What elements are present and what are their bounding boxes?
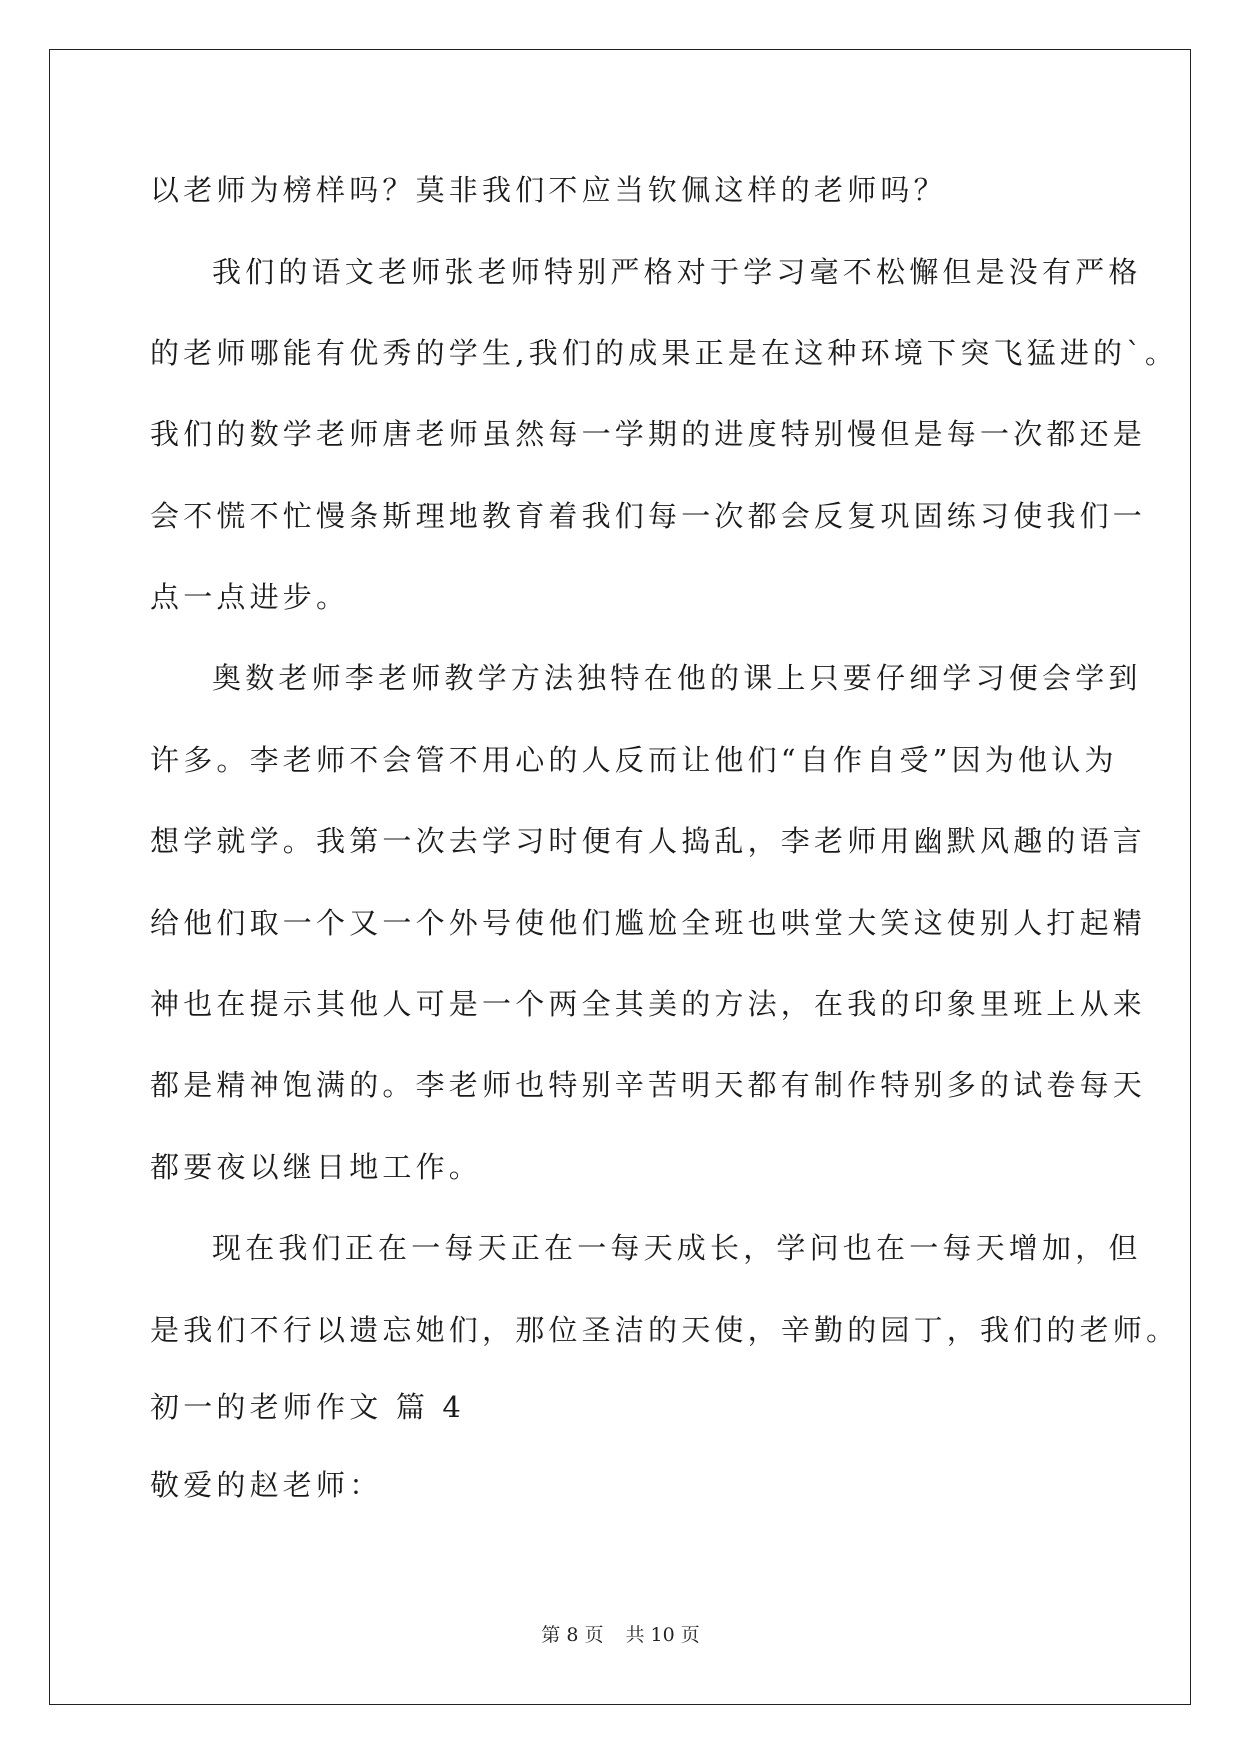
text-line: 许多。李老师不会管不用心的人反而让他们“自作自受”因为他认为	[150, 743, 1118, 777]
salutation: 敬爱的赵老师：	[150, 1468, 383, 1502]
text-line: 我们的数学老师唐老师虽然每一学期的进度特别慢但是每一次都还是	[150, 417, 1147, 451]
paragraph-start: 奥数老师李老师教学方法独特在他的课上只要仔细学习便会学到	[212, 661, 1142, 695]
text-line: 是我们不行以遗忘她们，那位圣洁的天使，辛勤的园丁，我们的老师。	[150, 1313, 1180, 1347]
text-line: 神也在提示其他人可是一个两全其美的方法，在我的印象里班上从来	[150, 987, 1147, 1021]
text-line: 都要夜以继日地工作。	[150, 1150, 483, 1184]
text-line: 的老师哪能有优秀的学生,我们的成果正是在这种环境下突飞猛进的`。	[150, 336, 1179, 370]
page-footer	[0, 1620, 1241, 1647]
text-line: 给他们取一个又一个外号使他们尴尬全班也哄堂大笑这使别人打起精	[150, 906, 1147, 940]
text-line: 都是精神饱满的。李老师也特别辛苦明天都有制作特别多的试卷每天	[150, 1068, 1147, 1102]
text-line: 以老师为榜样吗？莫非我们不应当钦佩这样的老师吗？	[150, 173, 947, 207]
page-border	[49, 49, 1191, 1705]
paragraph-start: 现在我们正在一每天正在一每天成长，学问也在一每天增加，但	[212, 1231, 1142, 1265]
page-number: 第 8 页	[541, 1624, 604, 1646]
text-line: 会不慌不忙慢条斯理地教育着我们每一次都会反复巩固练习使我们一	[150, 499, 1147, 533]
paragraph-start: 我们的语文老师张老师特别严格对于学习毫不松懈但是没有严格	[212, 255, 1142, 289]
page-total: 共 10 页	[625, 1624, 700, 1646]
text-line: 想学就学。我第一次去学习时便有人捣乱，李老师用幽默风趣的语言	[150, 824, 1147, 858]
section-heading: 初一的老师作文 篇 4	[150, 1390, 466, 1424]
text-line: 点一点进步。	[150, 580, 350, 614]
